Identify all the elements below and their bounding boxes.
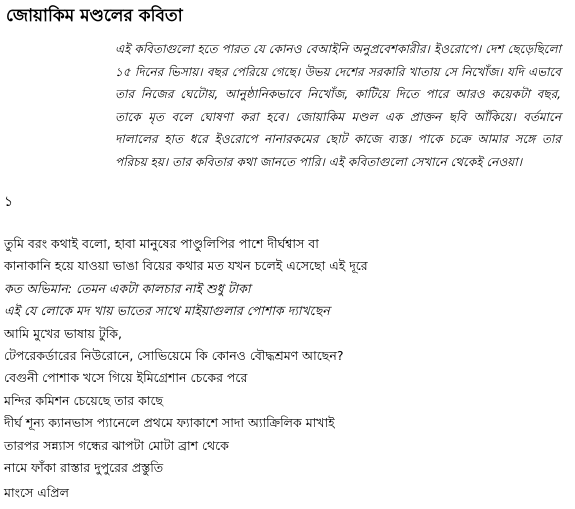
- poem-line: দীর্ঘ শূন্য ক্যানভাস প্যানেলে প্রথমে ফ্যাকাশে সাদা অ্যাক্রিলিক মাখাই: [4, 415, 335, 431]
- page-title: জোয়াকিম মণ্ডলের কবিতা: [6, 6, 183, 26]
- poem-line: এই যে লোকে মদ খায় ভাতের সাথে মাইয়াগুলার পোশাক দ্যাখছেন: [4, 303, 330, 319]
- poem-line: নামে ফাঁকা রাস্তার দুপুরের প্রস্তুতি: [4, 459, 164, 475]
- poem-line: কত অভিমান: তেমন একটা কালচার নাই শুধু টাকা: [4, 280, 251, 296]
- poem-line: তারপর সন্ন্যাস গন্ধের ঝাপটা মোটা ব্রাশ থেকে: [4, 437, 229, 453]
- section-number: ১: [4, 194, 14, 210]
- poem-footer-title: মাংসে এপ্রিল: [4, 485, 69, 500]
- poem-line: তুমি বরং কথাই বলো, হাবা মানুষের পাণ্ডুলিপির পাশে দীর্ঘশ্বাস বা: [4, 236, 319, 251]
- poem-line: আমি মুখের ভাষায় টুকি,: [4, 325, 122, 341]
- intro-paragraph: এই কবিতাগুলো হতে পারত যে কোনও বেআইনি অনুপ্রবেশকারীর। ইওরোপে। দেশ ছেড়েছিলো ১৫ দিনের ভিসায়। বছর পেরিয়ে গেছে। উভয় দেশের সরকারি খাতায় সে নিখোঁজ। যদি এভাবে তার নিজের ঘেটোয়, আনুষ্ঠানিকভাবে নিখোঁজ, কাটিয়ে দিতে পারে আরও কয়েকটা বছর, তাকে মৃত বলে ঘোষণা করা হবে। জোয়াকিম মণ্ডল এক প্রাক্তন ছবি আঁকিয়ে। বর্তমানে দালালের হাত ধরে ইওরোপে নানারকমের ছোট কাজে ব্যস্ত। পাকে চক্রে আমার সঙ্গে তার পরিচয় হয়। তার কবিতার কথা জানতে পারি। এই কবিতাগুলো সেখানে থেকেই নেওয়া।: [115, 42, 561, 169]
- poem-line: বেগুনী পোশাক খসে গিয়ে ইমিগ্রেশান চেকের পরে: [4, 370, 248, 386]
- poem-line: মন্দির কমিশন চেয়েছে তার কাছে: [4, 392, 164, 408]
- poem-body: [4, 233, 564, 479]
- poem-line: কানাকানি হয়ে যাওয়া ভাঙা বিয়ের কথার মত যখন চলেই এসেছো এই দূরে: [4, 258, 368, 274]
- poem-line: টেপরেকর্ডারের নিউরোনে, সোভিয়েমে কি কোনও বৌদ্ধশ্রমণ আছেন?: [4, 347, 344, 363]
